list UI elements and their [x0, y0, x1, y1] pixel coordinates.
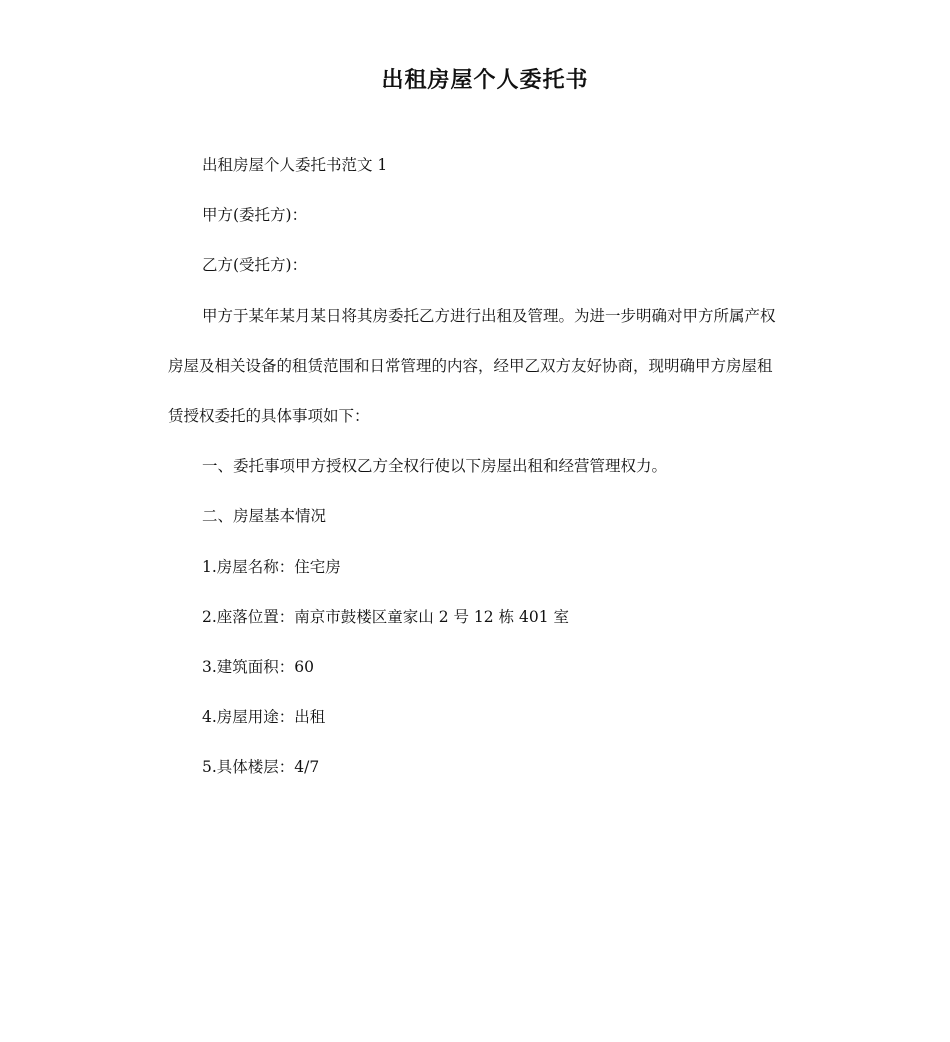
- section-entrustment: 一、委托事项甲方授权乙方全权行使以下房屋出租和经营管理权力。: [202, 457, 668, 476]
- property-name-item: 1.房屋名称：住宅房: [202, 557, 341, 576]
- property-use-item: 4.房屋用途：出租: [202, 708, 326, 727]
- property-floor-item: 5.具体楼层：4/7: [202, 758, 320, 777]
- document-subtitle: 出租房屋个人委托书范文 1: [202, 156, 388, 174]
- party-a-line: 甲方(委托方)：: [202, 206, 308, 225]
- document-body: [168, 140, 778, 793]
- party-b-line: 乙方(受托方)：: [202, 256, 308, 275]
- intro-paragraph: 甲方于某年某月某日将其房委托乙方进行出租及管理。为进一步明确对甲方所属产权房屋及相关设备的租赁范围和日常管理的内容，经甲乙双方友好协商，现明确甲方房屋租赁授权委托的具体事项如下：: [168, 306, 776, 426]
- property-area-item: 3.建筑面积：60: [202, 658, 315, 677]
- document-title: 出租房屋个人委托书: [381, 68, 589, 93]
- section-property-info: 二、房屋基本情况: [202, 507, 327, 526]
- property-location-item: 2.座落位置：南京市鼓楼区童家山 2 号 12 栋 401 室: [202, 607, 570, 626]
